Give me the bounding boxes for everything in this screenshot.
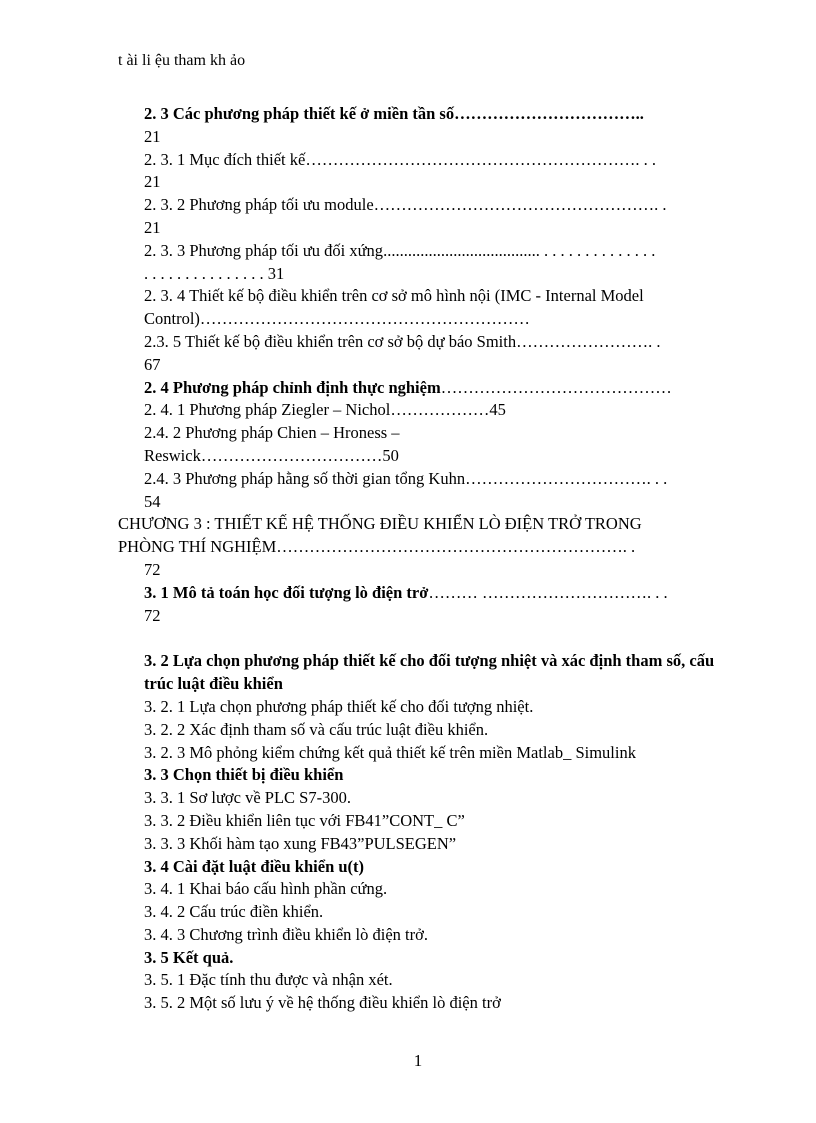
toc-cont-2-3-3: . . . . . . . . . . . . . . . 31 [144, 263, 285, 283]
toc-entry-2-3-2: 2. 3. 2 Phương pháp tối ưu module……………………………………………. . [144, 195, 667, 215]
toc-entry-2-3: 2. 3 Các phương pháp thiết kế ở miền tần số…………………………….. [144, 104, 644, 123]
toc-page-2-3-1: 21 [144, 172, 161, 192]
toc-page-2-4-3: 54 [144, 491, 161, 511]
page-number: 1 [413, 1051, 423, 1070]
leader-dots: …………………………… [200, 445, 383, 465]
toc-entry-3-3-2: 3. 3. 2 Điều khiển liên tục với FB41”CONT_ C” [144, 810, 465, 830]
toc-entry-3-2: 3. 2 Lựa chọn phương pháp thiết kế cho đối tượng nhiệt và xác định tham số, cấu trúc luật điều khiển [144, 651, 715, 694]
leader-dots: …………………………….. [454, 104, 644, 123]
toc-entry-3-5: 3. 5 Kết quả. [144, 947, 234, 967]
toc-entry-2-4-2: 2.4. 2 Phương pháp Chien – Hroness – [144, 423, 400, 443]
toc-entry-3-4-3: 3. 4. 3 Chương trình điều khiển lò điện trở. [144, 924, 428, 944]
toc-entry-3-3-3: 3. 3. 3 Khối hàm tạo xung FB43”PULSEGEN” [144, 833, 457, 853]
toc-entry-3-2-2: 3. 2. 2 Xác định tham số và cấu trúc luật điều khiển. [144, 719, 489, 739]
leader-dots: ……… …………………………. . . [428, 582, 668, 602]
leader-dots: ...................................... . . . . . . . . . . . . . . [383, 240, 656, 260]
toc-entry-3-4-2: 3. 4. 2 Cấu trúc điền khiển. [144, 902, 324, 922]
toc-entry-2-4: 2. 4 Phương pháp chỉnh định thực nghiệm…………………………………… [144, 377, 672, 397]
toc-cont-2-4-2: Reswick……………………………50 [144, 445, 399, 465]
toc-entry-3-5-2: 3. 5. 2 Một số lưu ý về hệ thống điều khiển lò điện trở [144, 993, 501, 1013]
toc-entry-3-3-1: 3. 3. 1 Sơ lược về PLC S7-300. [144, 788, 351, 808]
leader-dots: ………………………………………………………. . [276, 537, 636, 557]
toc-entry-3-2-1: 3. 2. 1 Lựa chọn phương pháp thiết kế cho đối tượng nhiệt. [144, 696, 534, 716]
leader-dots: …………………………………… [440, 377, 672, 397]
toc-page-2-3-2: 21 [144, 217, 161, 237]
toc-entry-2-3-5: 2.3. 5 Thiết kế bộ điều khiển trên cơ sở bộ dự báo Smith……………………. . [144, 331, 661, 351]
leader-dots: ……………………………………………………. . . [305, 149, 656, 169]
spacer [144, 627, 744, 650]
table-of-contents [118, 103, 744, 1015]
leader-dots: ……………………………………………. . [373, 195, 667, 215]
toc-chapter-3-line1: CHƯƠNG 3 : THIẾT KẾ HỆ THỐNG ĐIỀU KHIỂN LÒ ĐIỆN TRỞ TRONG [118, 514, 642, 534]
toc-page: 45 [489, 400, 506, 420]
toc-entry-2-3-4: 2. 3. 4 Thiết kế bộ điều khiển trên cơ sở mô hình nội (IMC - Internal Model [144, 286, 644, 306]
toc-page-chapter-3: 72 [144, 559, 161, 579]
toc-page: 50 [382, 445, 399, 465]
toc-entry-3-4: 3. 4 Cài đặt luật điều khiển u(t) [144, 856, 365, 876]
toc-entry-2-3-1: 2. 3. 1 Mục đích thiết kế……………………………………………………. . . [144, 149, 656, 169]
toc-cont-2-3-4: Control)…………………………………………………… [144, 309, 530, 329]
toc-page-2-3: 21 [144, 126, 161, 146]
toc-page-3-1: 72 [144, 605, 161, 625]
toc-entry-3-3: 3. 3 Chọn thiết bị điều khiển [144, 765, 344, 785]
page-header: t ài li ệu tham kh ảo [118, 52, 246, 69]
toc-entry-3-2-3: 3. 2. 3 Mô phỏng kiểm chứng kết quả thiết kế trên miền Matlab_ Simulink [144, 742, 636, 762]
toc-entry-2-3-3: 2. 3. 3 Phương pháp tối ưu đối xứng...................................... . . . . . . . . . . . . . . [144, 240, 656, 260]
leader-dots: ……………………. . [516, 331, 661, 351]
toc-entry-3-5-1: 3. 5. 1 Đặc tính thu được và nhận xét. [144, 970, 393, 990]
toc-entry-3-1: 3. 1 Mô tả toán học đối tượng lò điện trở……… …………………………. . . [144, 582, 668, 602]
toc-page-2-3-5: 67 [144, 354, 161, 374]
toc-chapter-3-line2: PHÒNG THÍ NGHIỆM………………………………………………………. . [118, 537, 636, 557]
toc-entry-3-4-1: 3. 4. 1 Khai báo cấu hình phần cứng. [144, 879, 388, 899]
leader-dots: ……………………………. . . [465, 468, 668, 488]
leader-dots: ……………… [390, 400, 490, 420]
toc-entry-2-4-1: 2. 4. 1 Phương pháp Ziegler – Nichol………………45 [144, 400, 506, 420]
toc-entry-2-4-3: 2.4. 3 Phương pháp hằng số thời gian tổng Kuhn……………………………. . . [144, 468, 668, 488]
